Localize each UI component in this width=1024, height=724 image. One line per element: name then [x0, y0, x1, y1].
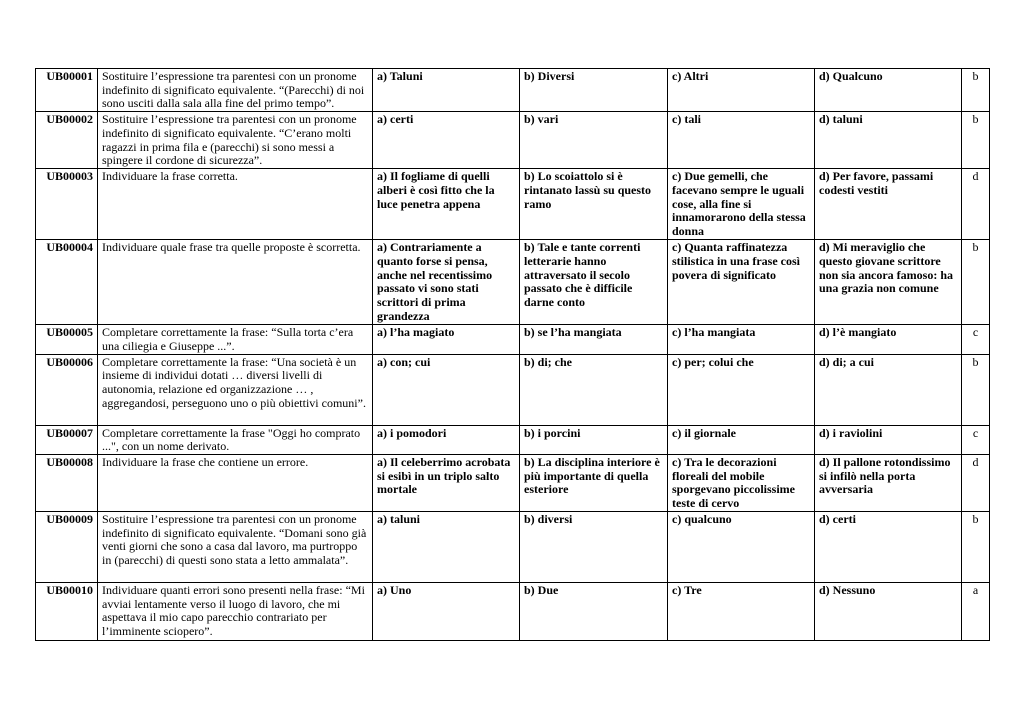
table-row	[36, 69, 990, 112]
question-code: UB00007	[36, 425, 98, 454]
question-code: UB00008	[36, 454, 98, 511]
option-d: d) taluni	[815, 112, 962, 169]
option-c: c) qualcuno	[668, 511, 815, 582]
option-a: a) con; cui	[373, 354, 520, 425]
option-d: d) Il pallone rotondissimo si infilò nella porta avversaria	[815, 454, 962, 511]
question-text: Sostituire l’espressione tra parentesi con un pronome indefinito di significato equivalente. “Domani sono già venti giorni che sono a casa dal lavoro, ma purtroppo in (parecchi) di questi sono stata a letto ammalata”.	[98, 511, 373, 582]
option-c: c) Altri	[668, 69, 815, 112]
question-text: Sostituire l’espressione tra parentesi con un pronome indefinito di significato equivalente. “C’erano molti ragazzi in prima fila e (parecchi) si sono messi a spingere il cordone di sicurezza”.	[98, 112, 373, 169]
question-text: Sostituire l’espressione tra parentesi con un pronome indefinito di significato equivalente. “(Parecchi) di noi sono usciti dalla sala alla fine del primo tempo”.	[98, 69, 373, 112]
question-text: Individuare la frase che contiene un errore.	[98, 454, 373, 511]
table-row	[36, 454, 990, 511]
correct-answer: d	[962, 454, 990, 511]
question-text: Completare correttamente la frase: “Una società è un insieme di individui dotati … diversi livelli di autonomia, relazione ed organizzazione … , aggregandosi, perseguono uno o più obiettivi comuni”.	[98, 354, 373, 425]
option-a: a) Uno	[373, 582, 520, 640]
option-d: d) Qualcuno	[815, 69, 962, 112]
question-code: UB00002	[36, 112, 98, 169]
option-b: b) Due	[520, 582, 668, 640]
option-b: b) vari	[520, 112, 668, 169]
option-c: c) Tre	[668, 582, 815, 640]
option-a: a) certi	[373, 112, 520, 169]
table-row	[36, 169, 990, 240]
option-b: b) La disciplina interiore è più importante di quella esteriore	[520, 454, 668, 511]
correct-answer: b	[962, 69, 990, 112]
option-b: b) i porcini	[520, 425, 668, 454]
question-text: Completare correttamente la frase: “Sulla torta c’era una ciliegia e Giuseppe ...”.	[98, 325, 373, 354]
question-text: Individuare quale frase tra quelle proposte è scorretta.	[98, 240, 373, 325]
question-text: Completare correttamente la frase "Oggi ho comprato ...", con un nome derivato.	[98, 425, 373, 454]
option-d: d) Nessuno	[815, 582, 962, 640]
question-code: UB00005	[36, 325, 98, 354]
option-a: a) Il celeberrimo acrobata si esibì in un triplo salto mortale	[373, 454, 520, 511]
option-b: b) Diversi	[520, 69, 668, 112]
question-text: Individuare quanti errori sono presenti nella frase: “Mi avviai lentamente verso il luogo di lavoro, che mi aspettava il mio capo parecchio contrariato per l’imminente sciopero”.	[98, 582, 373, 640]
correct-answer: b	[962, 112, 990, 169]
quiz-table	[35, 68, 990, 641]
option-a: a) l’ha magiato	[373, 325, 520, 354]
option-c: c) Due gemelli, che facevano sempre le uguali cose, alla fine si innamorarono della stessa donna	[668, 169, 815, 240]
correct-answer: c	[962, 325, 990, 354]
question-code: UB00009	[36, 511, 98, 582]
option-d: d) i raviolini	[815, 425, 962, 454]
table-row	[36, 354, 990, 425]
correct-answer: c	[962, 425, 990, 454]
correct-answer: b	[962, 354, 990, 425]
question-text: Individuare la frase corretta.	[98, 169, 373, 240]
option-b: b) Lo scoiattolo si è rintanato lassù su questo ramo	[520, 169, 668, 240]
option-c: c) per; colui che	[668, 354, 815, 425]
table-row	[36, 511, 990, 582]
question-code: UB00003	[36, 169, 98, 240]
correct-answer: b	[962, 511, 990, 582]
option-c: c) Tra le decorazioni floreali del mobile sporgevano piccolissime teste di cervo	[668, 454, 815, 511]
question-code: UB00010	[36, 582, 98, 640]
option-d: d) certi	[815, 511, 962, 582]
question-code: UB00001	[36, 69, 98, 112]
question-code: UB00004	[36, 240, 98, 325]
table-row	[36, 425, 990, 454]
option-b: b) se l’ha mangiata	[520, 325, 668, 354]
table-row	[36, 582, 990, 640]
correct-answer: a	[962, 582, 990, 640]
option-c: c) il giornale	[668, 425, 815, 454]
table-row	[36, 240, 990, 325]
option-c: c) tali	[668, 112, 815, 169]
option-d: d) Mi meraviglio che questo giovane scrittore non sia ancora famoso: ha una grazia non comune	[815, 240, 962, 325]
option-c: c) Quanta raffinatezza stilistica in una frase così povera di significato	[668, 240, 815, 325]
table-row	[36, 112, 990, 169]
option-a: a) taluni	[373, 511, 520, 582]
option-d: d) Per favore, passami codesti vestiti	[815, 169, 962, 240]
correct-answer: b	[962, 240, 990, 325]
option-b: b) diversi	[520, 511, 668, 582]
option-b: b) Tale e tante correnti letterarie hanno attraversato il secolo passato che è difficile darne conto	[520, 240, 668, 325]
option-a: a) i pomodori	[373, 425, 520, 454]
option-b: b) di; che	[520, 354, 668, 425]
correct-answer: d	[962, 169, 990, 240]
option-a: a) Contrariamente a quanto forse si pensa, anche nel recentissimo passato vi sono stati scrittori di prima grandezza	[373, 240, 520, 325]
table-row	[36, 325, 990, 354]
option-d: d) di; a cui	[815, 354, 962, 425]
question-code: UB00006	[36, 354, 98, 425]
option-d: d) l’è mangiato	[815, 325, 962, 354]
option-a: a) Taluni	[373, 69, 520, 112]
option-a: a) Il fogliame di quelli alberi è così fitto che la luce penetra appena	[373, 169, 520, 240]
option-c: c) l’ha mangiata	[668, 325, 815, 354]
